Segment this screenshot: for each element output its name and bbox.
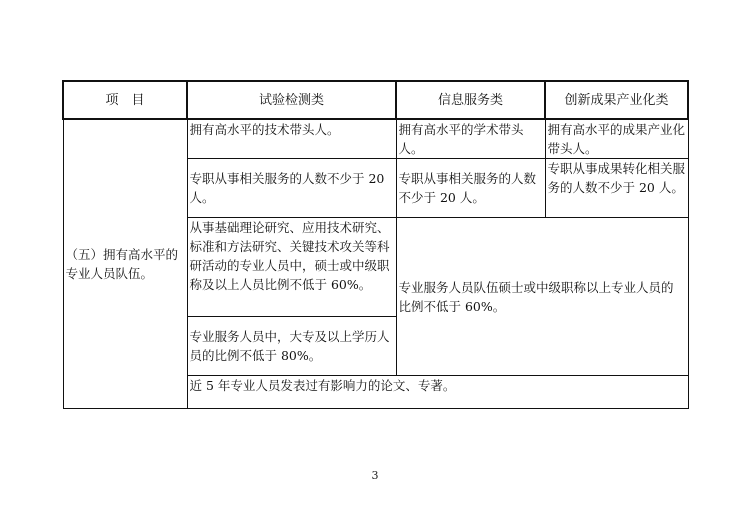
cell-info-leaders: 拥有高水平的学术带头人。 [396, 119, 545, 159]
table-header-row [63, 81, 688, 119]
header-testing: 试验检测类 [187, 81, 396, 119]
cell-testing-leaders: 拥有高水平的技术带头人。 [187, 119, 396, 159]
cell-innovation-leaders: 拥有高水平的成果产业化带头人。 [545, 119, 688, 159]
requirements-table [62, 80, 689, 409]
header-innovation: 创新成果产业化类 [545, 81, 688, 119]
cell-info-innovation-researchers: 专业服务人员队伍硕士或中级职称以上专业人员的比例不低于 60%。 [396, 218, 688, 376]
header-item: 项 目 [63, 81, 187, 119]
cell-testing-service-staff: 专业服务人员中，大专及以上学历人员的比例不低于 80%。 [187, 317, 396, 376]
header-info-service: 信息服务类 [396, 81, 545, 119]
cell-testing-staff-count: 专职从事相关服务的人数不少于 20 人。 [187, 159, 396, 218]
cell-testing-researchers: 从事基础理论研究、应用技术研究、标准和方法研究、关键技术攻关等科研活动的专业人员中，硕士或中级职称及以上人员比例不低于 60%。 [187, 218, 396, 317]
cell-innovation-staff-count: 专职从事成果转化相关服务的人数不少于 20 人。 [545, 159, 688, 218]
cell-publications: 近 5 年专业人员发表过有影响力的论文、专著。 [187, 376, 688, 409]
page-number: 3 [371, 469, 379, 482]
row-label-staff-team: （五）拥有高水平的专业人员队伍。 [63, 119, 187, 409]
cell-info-staff-count: 专职从事相关服务的人数不少于 20 人。 [396, 159, 545, 218]
table-row [63, 119, 688, 159]
